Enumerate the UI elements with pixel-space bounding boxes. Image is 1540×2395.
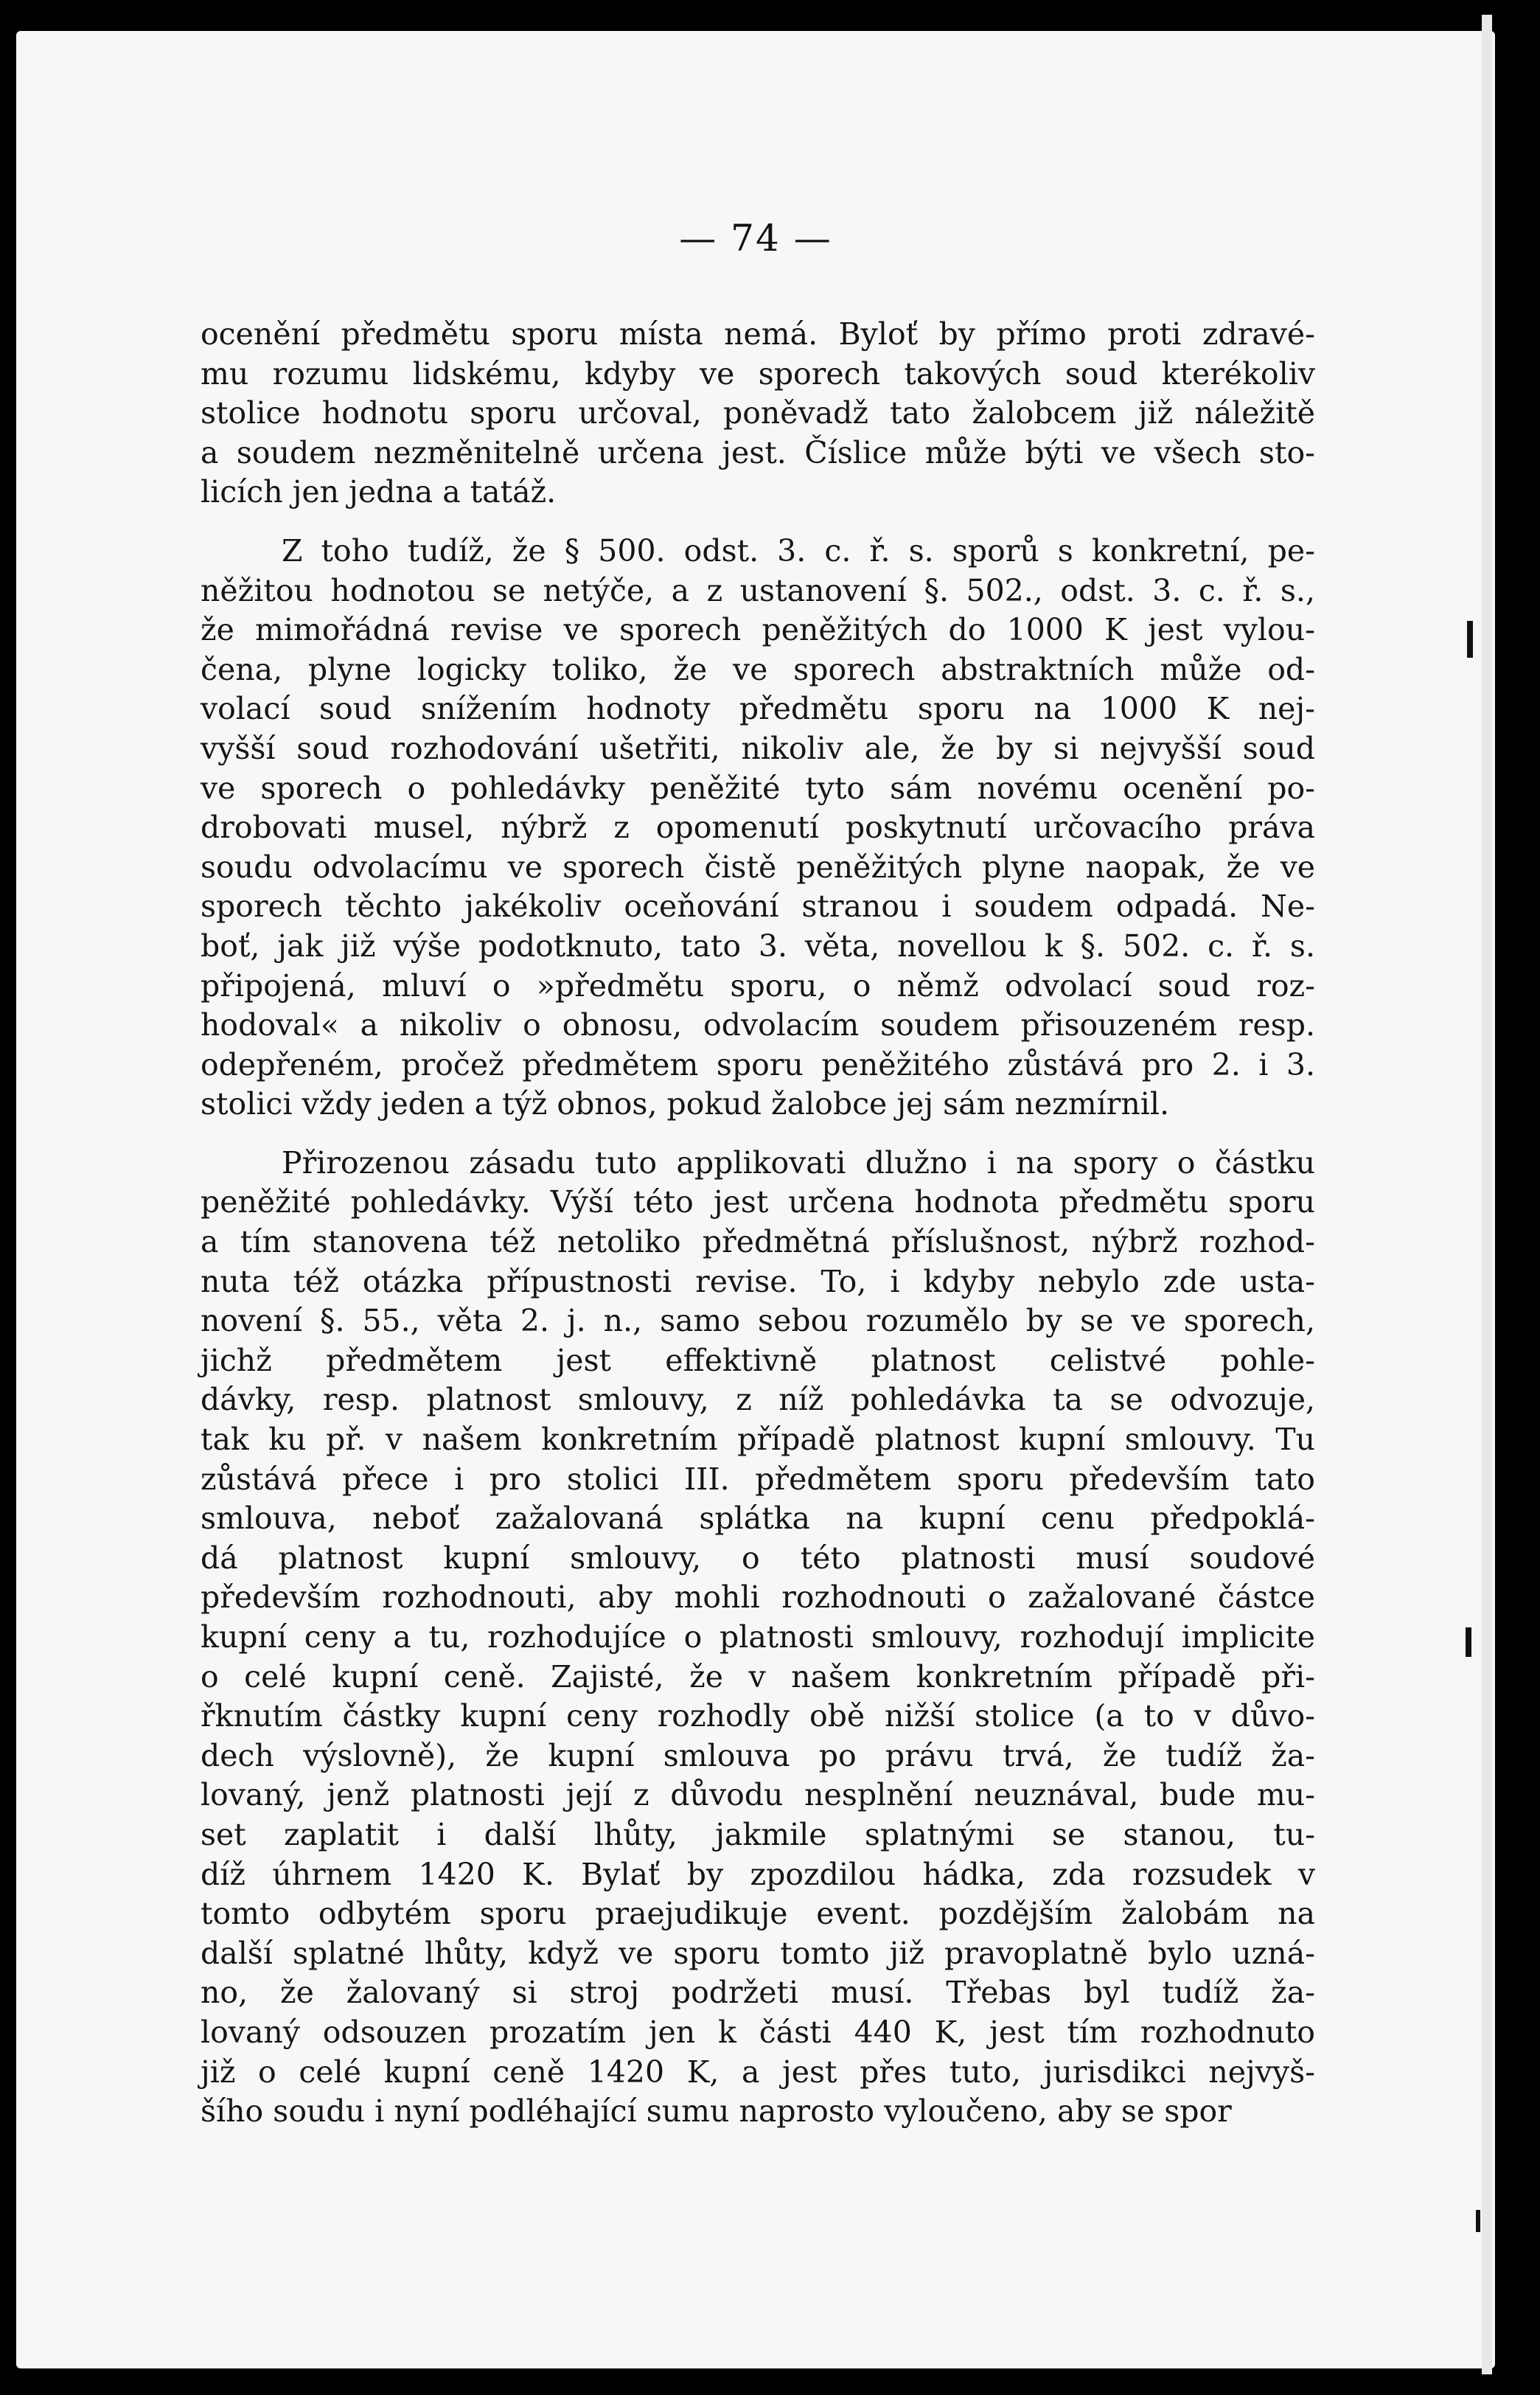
text-line: kupní ceny a tu, rozhodujíce o platnosti smlouvy, rozhodují implicite	[201, 1619, 1315, 1655]
text-line: díž úhrnem 1420 K. Bylať by zpozdilou hádka, zda rozsudek v	[201, 1856, 1315, 1892]
text-line: šího soudu i nyní podléhající sumu naprosto vyloučeno, aby se spor	[201, 2093, 1232, 2130]
margin-mark	[1476, 2210, 1480, 2232]
text-line: řknutím částky kupní ceny rozhodly obě nižší stolice (a to v důvo-	[201, 1698, 1315, 1734]
text-line: soudu odvolacímu ve sporech čistě peněžitých plyne naopak, že ve	[201, 849, 1315, 885]
text-line: Z toho tudíž, že § 500. odst. 3. c. ř. s. sporů s konkretní, pe-	[282, 532, 1315, 569]
text-line: boť, jak již výše podotknuto, tato 3. věta, novellou k §. 502. c. ř. s.	[201, 928, 1315, 964]
text-line: něžitou hodnotou se netýče, a z ustanovení §. 502., odst. 3. c. ř. s.,	[201, 572, 1315, 608]
text-line: že mimořádná revise ve sporech peněžitých do 1000 K jest vylou-	[201, 612, 1315, 648]
text-line: drobovati musel, nýbrž z opomenutí poskytnutí určovacího práva	[201, 810, 1315, 846]
text-line: již o celé kupní ceně 1420 K, a jest přes tuto, jurisdikci nejvyš-	[201, 2054, 1315, 2090]
text-line: vyšší soud rozhodování ušetřiti, nikoliv ale, že by si nejvyšší soud	[201, 730, 1315, 766]
margin-mark	[1467, 621, 1473, 658]
text-line: čena, plyne logicky toliko, že ve sporech abstraktních může od-	[201, 651, 1315, 687]
text-line: a soudem nezměnitelně určena jest. Číslice může býti ve všech sto-	[201, 434, 1315, 470]
book-page	[16, 31, 1495, 2368]
text-line: zůstává přece i pro stolici III. předmětem sporu především tato	[201, 1461, 1315, 1497]
text-line: stolici vždy jeden a týž obnos, pokud žalobce jej sám nezmírnil.	[201, 1086, 1169, 1122]
text-line: především rozhodnouti, aby mohli rozhodnouti o zažalované částce	[201, 1579, 1315, 1616]
text-line: dávky, resp. platnost smlouvy, z níž pohledávka ta se odvozuje,	[201, 1382, 1315, 1418]
margin-mark	[1466, 1627, 1471, 1657]
text-line: novení §. 55., věta 2. j. n., samo sebou rozumělo by se ve sporech,	[201, 1303, 1315, 1339]
paragraph-gap	[201, 1124, 1315, 1144]
body-text	[201, 315, 1315, 2132]
text-line: set zaplatit i další lhůty, jakmile splatnými se stanou, tu-	[201, 1816, 1315, 1852]
text-line: o celé kupní ceně. Zajisté, že v našem konkretním případě při-	[201, 1658, 1315, 1694]
text-line: stolice hodnotu sporu určoval, poněvadž tato žalobcem již náležitě	[201, 395, 1315, 431]
paragraph-gap	[201, 512, 1315, 532]
text-line: tak ku př. v našem konkretním případě platnost kupní smlouvy. Tu	[201, 1422, 1315, 1458]
text-line: odepřeném, pročež předmětem sporu peněžitého zůstává pro 2. i 3.	[201, 1046, 1315, 1082]
text-line: dech výslovně), že kupní smlouva po právu trvá, že tudíž ža-	[201, 1737, 1315, 1773]
text-line: sporech těchto jakékoliv oceňování stranou i soudem odpadá. Ne-	[201, 889, 1315, 925]
text-line: a tím stanovena též netoliko předmětná příslušnost, nýbrž rozhod-	[201, 1224, 1315, 1260]
text-line: ve sporech o pohledávky peněžité tyto sám novému ocenění po-	[201, 770, 1315, 806]
page-edge	[1482, 15, 1492, 2374]
text-line: hodoval« a nikoliv o obnosu, odvolacím soudem přisouzeném resp.	[201, 1007, 1315, 1043]
text-line: dá platnost kupní smlouvy, o této platnosti musí soudové	[201, 1540, 1315, 1576]
text-line: jichž předmětem jest effektivně platnost celistvé pohle-	[201, 1342, 1315, 1378]
text-line: mu rozumu lidskému, kdyby ve sporech takových soud kterékoliv	[201, 355, 1315, 392]
text-line: peněžité pohledávky. Výší této jest určena hodnota předmětu sporu	[201, 1184, 1315, 1220]
text-line: lovaný, jenž platnosti její z důvodu nesplnění neuznával, bude mu-	[201, 1777, 1315, 1813]
text-line: smlouva, neboť zažalovaná splátka na kupní cenu předpoklá-	[201, 1501, 1315, 1537]
text-line: tomto odbytém sporu praejudikuje event. pozdějším žalobám na	[201, 1896, 1315, 1932]
text-line: další splatné lhůty, když ve sporu tomto již pravoplatně bylo uzná-	[201, 1935, 1315, 1971]
text-line: Přirozenou zásadu tuto applikovati dlužno i na spory o částku	[282, 1144, 1315, 1181]
text-line: licích jen jedna a tatáž.	[201, 474, 557, 510]
text-line: nuta též otázka přípustnosti revise. To, i kdyby nebylo zde usta-	[201, 1263, 1315, 1299]
text-line: no, že žalovaný si stroj podržeti musí. Třebas byl tudíž ža-	[201, 1975, 1315, 2011]
text-line: připojená, mluví o »předmětu sporu, o němž odvolací soud roz-	[201, 967, 1315, 1004]
paragraph	[201, 532, 1315, 1124]
text-line: ocenění předmětu sporu místa nemá. Byloť by přímo proti zdravé-	[201, 316, 1315, 352]
page-number: — 74 —	[679, 217, 832, 260]
paragraph	[201, 315, 1315, 512]
paragraph	[201, 1144, 1315, 2132]
text-line: lovaný odsouzen prozatím jen k části 440 K, jest tím rozhodnuto	[201, 2014, 1315, 2050]
text-line: volací soud snížením hodnoty předmětu sporu na 1000 K nej-	[201, 691, 1315, 727]
